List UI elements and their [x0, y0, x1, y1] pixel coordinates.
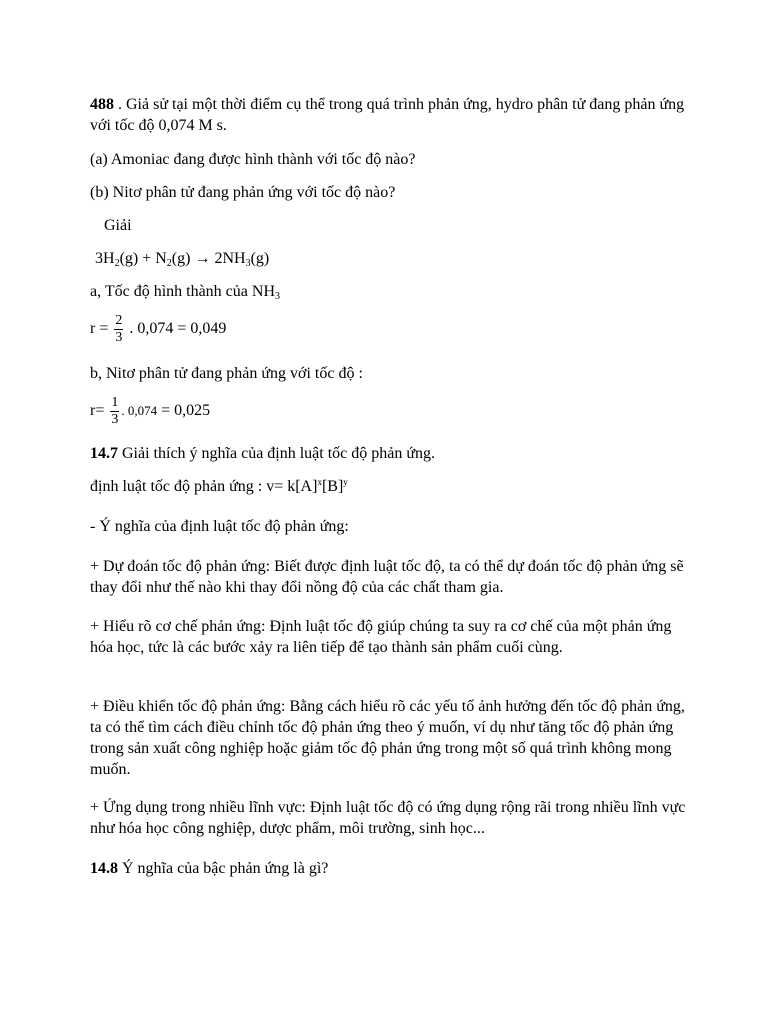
question-text: Giải thích ý nghĩa của định luật tốc độ phản ứng.	[118, 445, 436, 462]
question-14-7	[90, 443, 690, 464]
fraction: $\frac{1}{3}$	[111, 395, 119, 427]
rate-formula-b: r= $\frac{1}{3}$ . 0,074 = 0,025	[90, 395, 211, 427]
question-text: Ý nghĩa của bậc phản ứng là gì?	[118, 860, 329, 877]
part-a-answer-label: a, Tốc độ hình thành của $NH_3$	[90, 283, 280, 302]
reaction-equation: $3H_2(g) + N_2(g) \to 2NH_3(g)$	[95, 250, 270, 269]
bullet-item: + Điều khiển tốc độ phản ứng: Bằng cách hiểu rõ các yếu tố ảnh hưởng đến tốc độ phản ứng, ta có thể tìm cách điều chỉnh tốc độ phản ứng theo ý muốn, ví dụ như tăng tốc độ phản ứng trong sản xuất công nghiệp hoặc giảm tốc độ phản ứng trong một số quá trình không mong muốn.	[90, 698, 685, 778]
solution-heading: Giải	[104, 217, 132, 234]
bullet-item: + Ứng dụng trong nhiều lĩnh vực: Định luật tốc độ có ứng dụng rộng rãi trong nhiều lĩnh vực như hóa học công nghiệp, dược phẩm, môi trường, sinh học...	[90, 799, 686, 837]
question-number: 488	[90, 96, 114, 113]
question-text: . Giả sử tại một thời điểm cụ thể trong quá trình phản ứng, hydro phân tử đang phản ứng với tốc độ 0,074 M s.	[90, 96, 685, 134]
rate-formula-a: r = $\frac{2}{3}$ . 0,074 = 0,049	[90, 313, 227, 345]
question-488-part-a: (a) Amoniac đang được hình thành với tốc độ nào?	[90, 151, 416, 168]
question-488	[90, 94, 690, 136]
question-number: 14.7	[90, 445, 118, 462]
question-488-part-b: (b) Nitơ phân tử đang phản ứng với tốc độ nào?	[90, 184, 396, 201]
bullet-item: + Hiểu rõ cơ chế phản ứng: Định luật tốc độ giúp chúng ta suy ra cơ chế của một phản ứng hóa học, tức là các bước xảy ra liên tiếp để tạo thành sản phẩm cuối cùng.	[90, 618, 672, 656]
question-14-8	[90, 858, 690, 879]
bullet-item: + Dự đoán tốc độ phản ứng: Biết được định luật tốc độ, ta có thể dự đoán tốc độ phản ứng sẽ thay đổi như thế nào khi thay đổi nồng độ của các chất tham gia.	[90, 558, 684, 596]
fraction: $\frac{2}{3}$	[115, 313, 123, 345]
meaning-heading: - Ý nghĩa của định luật tốc độ phản ứng:	[90, 518, 349, 535]
rate-law: định luật tốc độ phản ứng : $v= k[A]^x[B]^y$	[90, 477, 348, 495]
question-number: 14.8	[90, 860, 118, 877]
part-b-answer-label: b, Nitơ phân tử đang phản ứng với tốc độ :	[90, 365, 363, 382]
